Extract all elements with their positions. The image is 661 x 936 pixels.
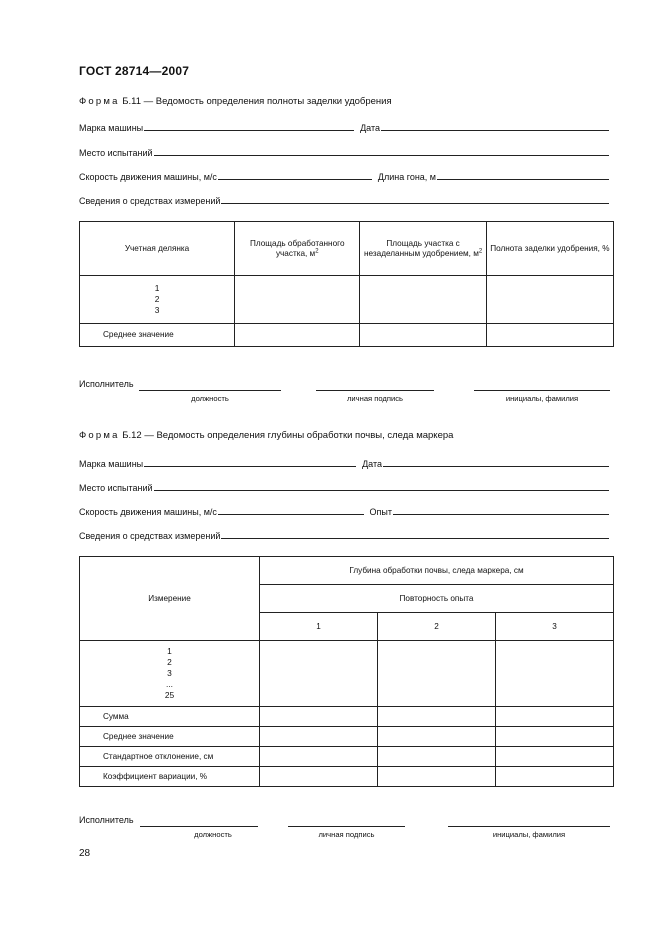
form12-input-instruments[interactable] (221, 538, 609, 539)
table-cell[interactable] (496, 707, 614, 727)
form12-title-text: Б.12 — Ведомость определения глубины обработки почвы, следа маркера (122, 430, 454, 441)
table-cell[interactable] (260, 727, 378, 747)
form12-col-3: 3 (496, 613, 614, 641)
table-cell[interactable] (235, 324, 360, 347)
table-cell[interactable] (378, 707, 496, 727)
form11-input-length[interactable] (437, 179, 609, 180)
form12-table-row-avg (80, 727, 614, 747)
form11-col-plot: Учетная делянка (80, 222, 235, 276)
form11-executor-signature-line[interactable] (316, 390, 434, 391)
form11-row-numbers-cell (80, 276, 235, 324)
form12-label-date: Дата (362, 459, 382, 469)
form11-label-length: Длина гона, м (377, 172, 436, 182)
form12-label-machine: Марка машины (79, 459, 144, 469)
form11-table (79, 221, 614, 347)
form12-col-measurement: Измерение (80, 557, 260, 641)
form11-label-instruments: Сведения о средствах измерений (79, 196, 221, 206)
form11-row-avg-label: Среднее значение (80, 324, 235, 347)
page-number: 28 (79, 848, 91, 859)
table-cell[interactable] (260, 767, 378, 787)
form11-executor-label: Исполнитель (79, 379, 134, 389)
table-cell[interactable] (260, 641, 378, 707)
form11-title-word: Форма (79, 96, 120, 107)
form12-table (79, 556, 614, 787)
document-header: ГОСТ 28714—2007 (79, 64, 190, 78)
table-cell[interactable] (496, 747, 614, 767)
form11-field-machine-date (79, 119, 611, 133)
form11-table-row-avg (80, 324, 614, 347)
table-cell[interactable] (378, 641, 496, 707)
form11-title-text: Б.11 — Ведомость определения полноты заделки удобрения (122, 96, 392, 107)
table-cell[interactable] (360, 276, 486, 324)
table-row-number: 1 (167, 646, 172, 656)
form12-field-instruments (79, 527, 611, 541)
form11-input-place[interactable] (154, 155, 609, 156)
form11-executor-position-line[interactable] (139, 390, 281, 391)
form12-label-experiment: Опыт (369, 507, 392, 517)
form11-col-unfilled-text: Площадь участка с незаделанным удобрением, м (364, 238, 479, 258)
form11-label-speed: Скорость движения машины, м/с (79, 172, 217, 182)
table-row-number: 25 (164, 690, 175, 700)
form11-label-date: Дата (360, 123, 380, 133)
table-row-number: 3 (154, 305, 160, 315)
form12-caption-signature: личная подпись (318, 830, 375, 839)
table-cell[interactable] (378, 747, 496, 767)
form11-table-header-row (80, 222, 614, 276)
form11-table-row-numbers (80, 276, 614, 324)
form12-col-2: 2 (378, 613, 496, 641)
form11-title (79, 96, 392, 107)
table-row-number: 2 (167, 657, 172, 667)
form11-col-unfilled (360, 222, 486, 276)
form11-input-machine[interactable] (144, 130, 354, 131)
table-cell[interactable] (260, 707, 378, 727)
form12-input-machine[interactable] (144, 466, 356, 467)
form11-caption-position: должность (191, 394, 229, 403)
form12-field-speed-experiment (79, 503, 611, 517)
form11-row-numbers (80, 283, 234, 316)
form12-input-place[interactable] (154, 490, 609, 491)
form12-table-row-cv (80, 767, 614, 787)
form12-executor-signature-line[interactable] (288, 826, 405, 827)
table-row-number: 1 (154, 283, 160, 293)
form12-row-sum-label: Сумма (80, 707, 260, 727)
form11-col-completeness: Полнота заделки удобрения, % (486, 222, 613, 276)
table-cell[interactable] (496, 767, 614, 787)
form12-table-row-numbers (80, 641, 614, 707)
table-cell[interactable] (496, 641, 614, 707)
form12-row-numbers-cell (80, 641, 260, 707)
table-row-number: ... (166, 679, 173, 689)
table-cell[interactable] (235, 276, 360, 324)
table-row-number: 2 (154, 294, 160, 304)
table-row-number: 3 (167, 668, 172, 678)
form12-table-row-sum (80, 707, 614, 727)
form11-col-area (235, 222, 360, 276)
form12-col-1: 1 (260, 613, 378, 641)
form12-col-repeat: Повторность опыта (260, 585, 614, 613)
form12-executor-position-line[interactable] (140, 826, 258, 827)
form12-executor-label: Исполнитель (79, 815, 134, 825)
form11-field-speed-length (79, 168, 611, 182)
form12-title-word: Форма (79, 430, 120, 441)
form12-field-place (79, 479, 611, 493)
form11-col-area-text: Площадь обработанного участка, м (250, 238, 345, 258)
table-cell[interactable] (360, 324, 486, 347)
form11-label-place: Место испытаний (79, 148, 153, 158)
table-cell[interactable] (260, 747, 378, 767)
form12-col-depth: Глубина обработки почвы, следа маркера, см (260, 557, 614, 585)
table-cell[interactable] (378, 767, 496, 787)
form12-label-speed: Скорость движения машины, м/с (79, 507, 217, 517)
form12-input-date[interactable] (383, 466, 609, 467)
form12-title (79, 430, 453, 441)
form11-input-date[interactable] (381, 130, 609, 131)
form11-input-instruments[interactable] (221, 203, 609, 204)
form11-caption-name: инициалы, фамилия (505, 394, 579, 403)
form12-table-header-row1 (80, 557, 614, 585)
form12-label-place: Место испытаний (79, 483, 153, 493)
form12-input-experiment[interactable] (393, 514, 609, 515)
form12-input-speed[interactable] (218, 514, 364, 515)
form11-executor-name-line[interactable] (474, 390, 610, 391)
form11-field-place (79, 144, 611, 158)
form12-row-std-label: Стандартное отклонение, см (80, 747, 260, 767)
form12-field-machine-date (79, 455, 611, 469)
table-cell[interactable] (486, 324, 613, 347)
form12-row-cv-label: Коэффициент вариации, % (80, 767, 260, 787)
form12-caption-position: должность (194, 830, 232, 839)
table-cell[interactable] (486, 276, 613, 324)
form11-label-machine: Марка машины (79, 123, 144, 133)
form12-row-numbers (80, 646, 259, 701)
form11-col-area-sup: 2 (315, 247, 319, 254)
form12-caption-name: инициалы, фамилия (492, 830, 566, 839)
form12-table-row-std (80, 747, 614, 767)
table-cell[interactable] (378, 727, 496, 747)
form11-field-instruments (79, 192, 611, 206)
form11-col-unfilled-sup: 2 (478, 247, 483, 254)
form11-caption-signature: личная подпись (347, 394, 403, 403)
table-cell[interactable] (496, 727, 614, 747)
form12-row-avg-label: Среднее значение (80, 727, 260, 747)
form11-input-speed[interactable] (218, 179, 372, 180)
form12-label-instruments: Сведения о средствах измерений (79, 531, 221, 541)
form12-executor-name-line[interactable] (448, 826, 610, 827)
